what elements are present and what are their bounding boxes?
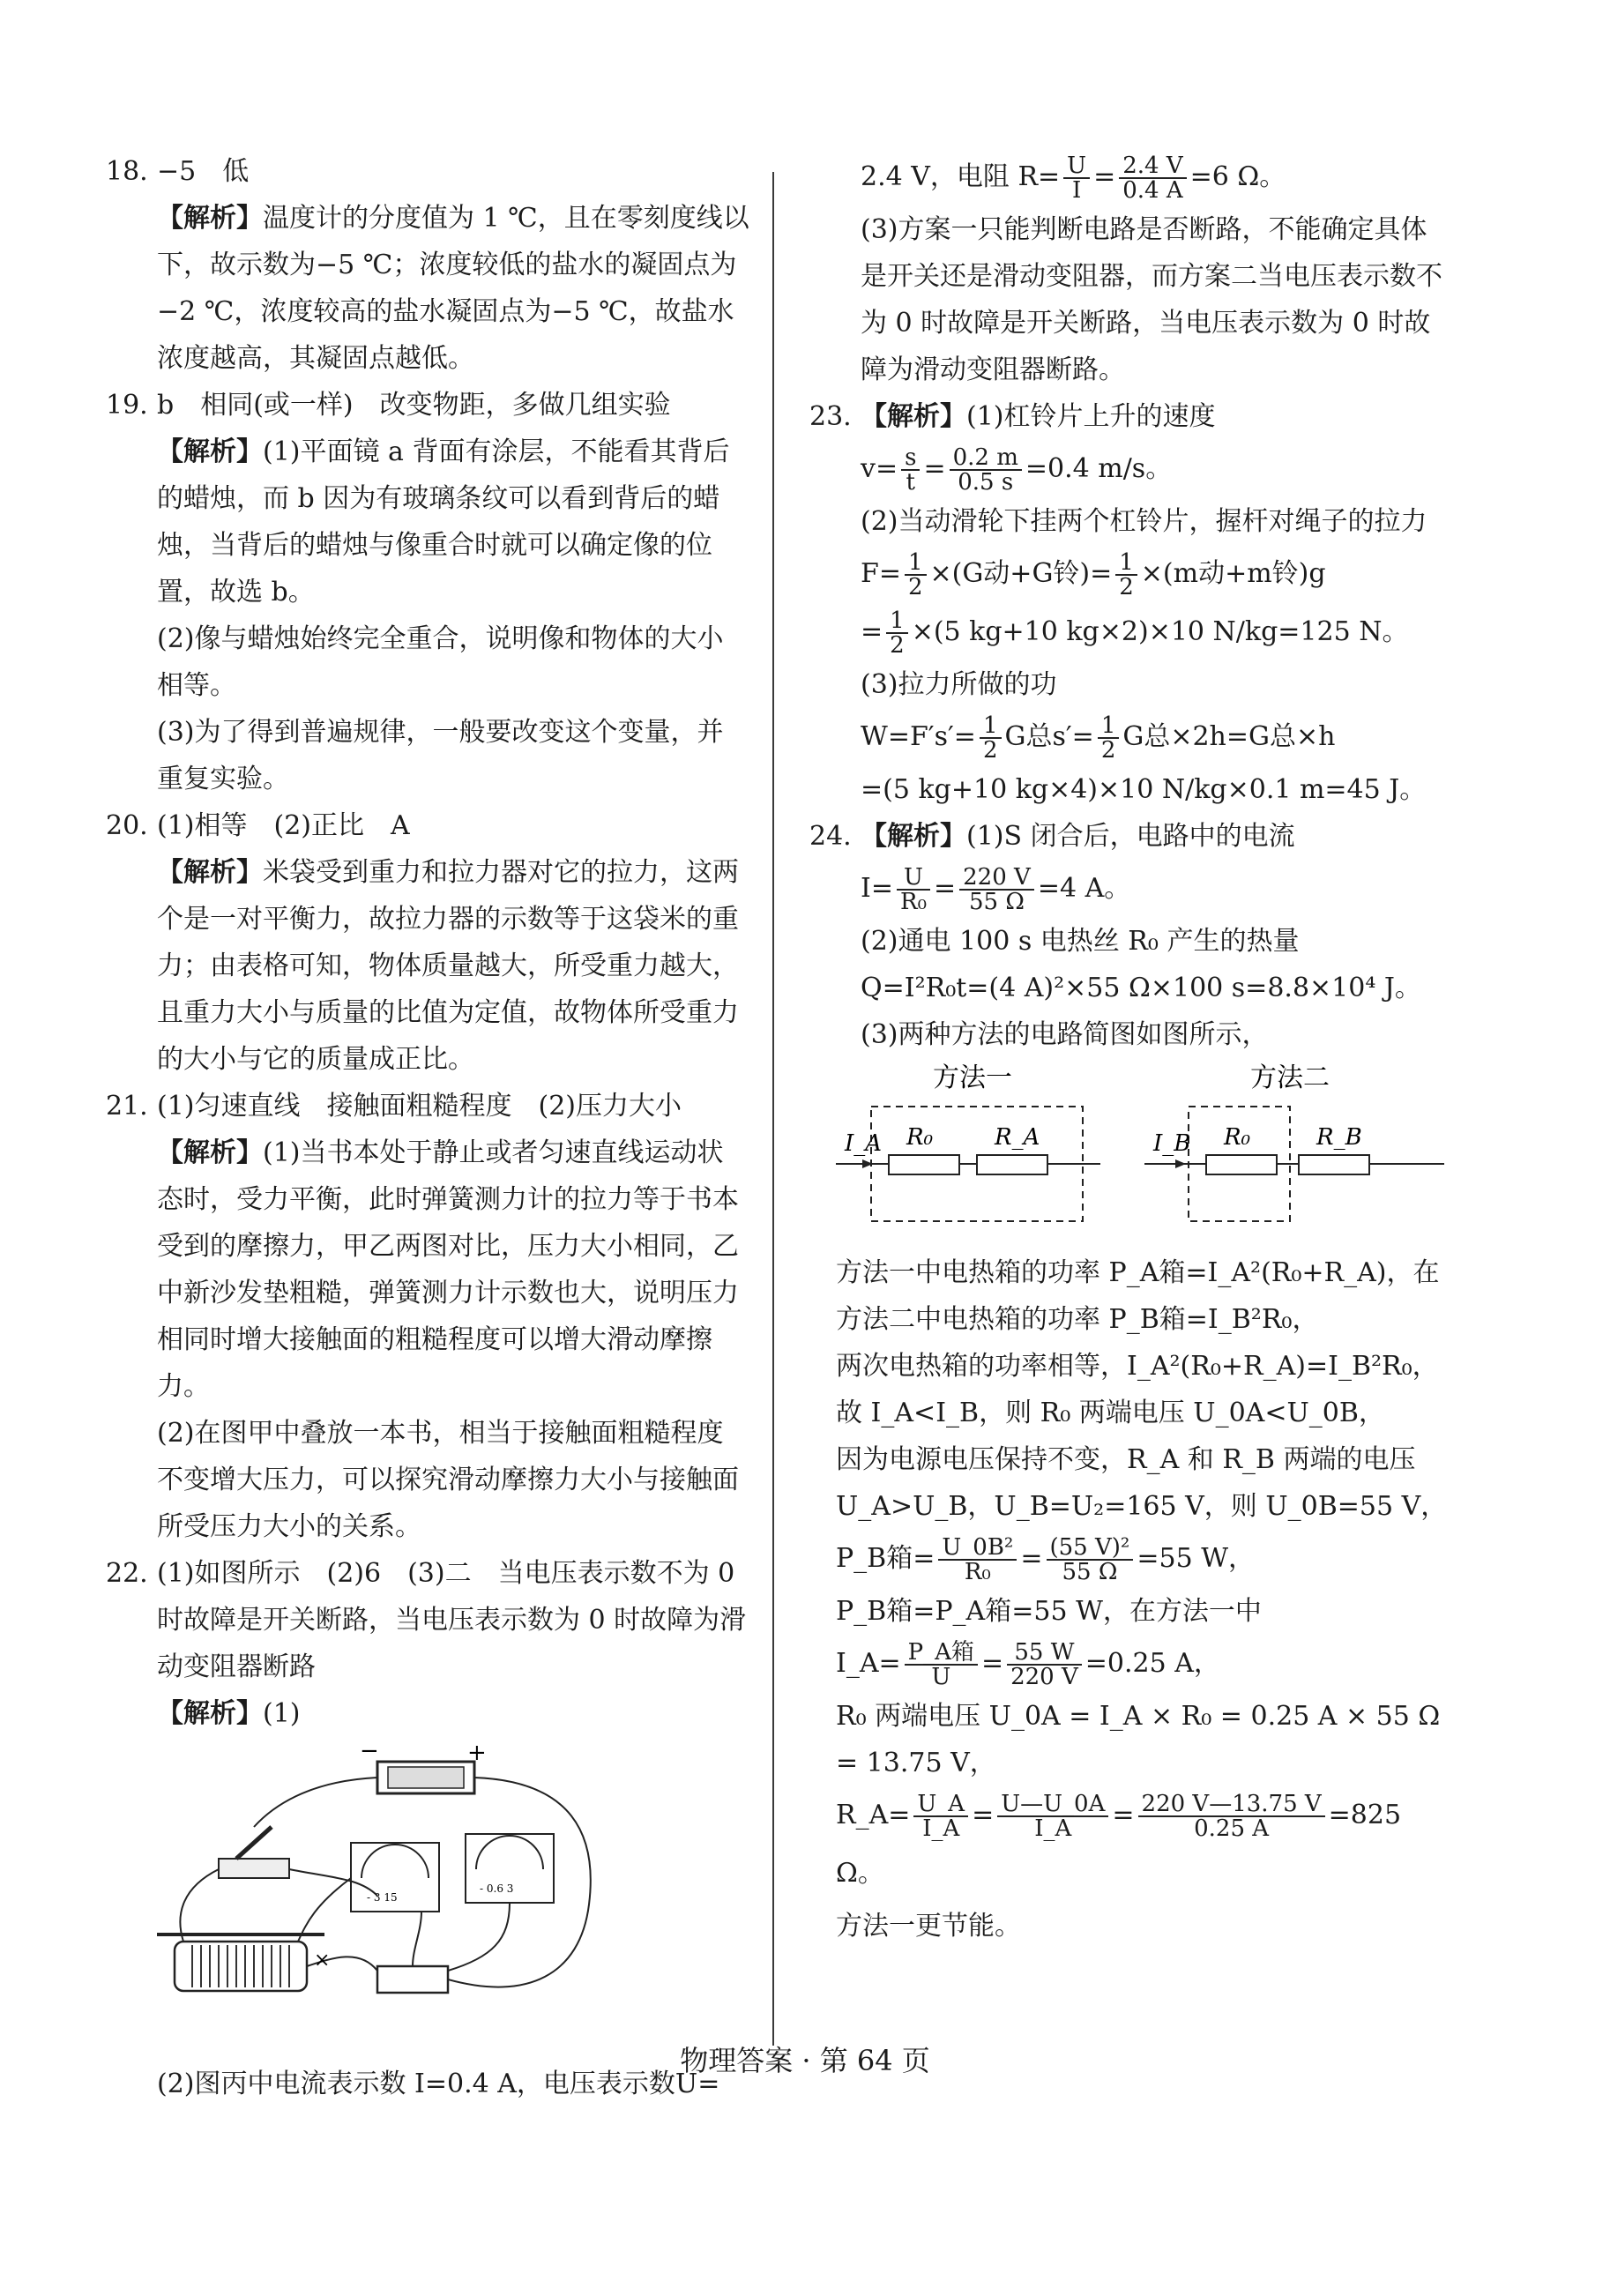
question-number: 20. [106, 810, 148, 841]
question-20 [106, 802, 749, 1083]
q22-continued-resistance: 2.4 V，电阻 R= $\frac{U}{I}$ = $\frac{2.4 V}{0.4 A}$ =6 Ω。 [861, 153, 1286, 204]
resistance-a-equation: R_A= $\frac{U\_A}{I\_A}$ = $\frac{U—U\_0A}{I\_A}$ = $\frac{220 V—13.75 V}{0.25 A}$ =825 Ω。 [836, 1791, 1402, 1889]
question-24 [809, 813, 1453, 1058]
method-2-r0: R₀ [1224, 1124, 1250, 1151]
page-footer: 物理答案 · 第 64 页 [680, 2044, 930, 2077]
question-number: 24. [809, 821, 852, 852]
question-23 [809, 393, 1453, 813]
current-a-equation: I_A= $\frac{\text{P\_A箱}}{U}$ = $\frac{55 W}{220 V}$ =0.25 A， [836, 1639, 1220, 1690]
question-number: 21. [106, 1091, 148, 1122]
method-1-title: 方法一 [933, 1062, 1012, 1093]
analysis: 【解析】(1)杠铃片上升的速度 [861, 401, 1216, 432]
work-equation: W=F′s′= $\frac{1}{2}$ G总s′= $\frac{1}{2}$ G总×2h=G总×h [861, 712, 1336, 764]
method-2-rb: R_B [1316, 1124, 1362, 1151]
analysis: 【解析】(1)S 闭合后，电路中的电流 [861, 821, 1295, 852]
question-number: 19. [106, 390, 148, 421]
analysis-part-2: (2)通电 100 s 电热丝 R₀ 产生的热量 [861, 926, 1300, 957]
analysis: 【解析】(1) [157, 1698, 301, 1729]
q22-analysis-part-3: (3)方案一只能判断电路是否断路，不能确定具体是开关还是滑动变阻器，而方案二当电压表示数不为 0 时故障是开关断路，当电压表示数为 0 时故障为滑动变阻器断路。 [861, 214, 1442, 385]
current-equation: I= $\frac{U}{\text{R₀}}$ = $\frac{220 V}{55 \Omega}$ =4 A。 [861, 864, 1131, 915]
power-comparison: 方法一中电热箱的功率 P_A箱=I_A²(R₀+R_A)，在方法二中电热箱的功率 P_B箱=I_B²R₀， [836, 1257, 1440, 1335]
power-equal-2: P_B箱=P_A箱=55 W，在方法一中 [836, 1596, 1262, 1627]
column-divider [772, 172, 774, 2046]
analysis: 【解析】(1)平面镜 a 背面有涂层，不能看其背后的蜡烛，而 b 因为有玻璃条纹可以看到背后的蜡烛，当背后的蜡烛与像重合时就可以确定像的位置，故选 b。 [157, 436, 730, 608]
answer: (1)匀速直线 接触面粗糙程度 (2)压力大小 [157, 1091, 682, 1122]
analysis: 【解析】温度计的分度值为 1 ℃，且在零刻度线以下，故示数为−5 ℃；浓度较低的盐水的凝固点为−2 ℃，浓度较高的盐水凝固点为−5 ℃，故盐水浓度越高，其凝固点越低。 [157, 203, 749, 374]
analysis-part-2: (2)图丙中电流表示数 I=0.4 A，电压表示数U= [157, 2069, 720, 2099]
method-1-current: I_A [845, 1130, 883, 1157]
answer: (1)如图所示 (2)6 (3)二 当电压表示数不为 0 时故障是开关断路，当电压表示数为 0 时故障为滑动变阻器断路 [157, 1558, 747, 1682]
question-21 [106, 1083, 749, 1550]
conclusion: 方法一更节能。 [836, 1911, 1021, 1942]
method-2-current: I_B [1153, 1130, 1191, 1157]
right-column [809, 148, 1453, 1949]
svg-text:×: × [314, 1949, 331, 1972]
left-column [106, 148, 749, 2107]
analysis: 【解析】(1)当书本处于静止或者匀速直线运动状态时，受力平衡，此时弹簧测力计的拉力等于书本受到的摩擦力，甲乙两图对比，压力大小相同，乙中新沙发垫粗糙，弹簧测力计示数也大，说明压力相同时增大接触面的粗糙程度可以增大滑动摩擦力。 [157, 1137, 739, 1402]
circuit-diagram [157, 1746, 651, 2037]
heat-equation: Q=I²R₀t=(4 A)²×55 Ω×100 s=8.8×10⁴ J。 [861, 973, 1421, 1003]
question-number: 23. [809, 401, 852, 432]
analysis-part-2: (2)当动滑轮下挂两个杠铃片，握杆对绳子的拉力 [861, 506, 1427, 537]
question-19 [106, 382, 749, 802]
analysis-part-2: (2)像与蜡烛始终完全重合，说明像和物体的大小相等。 [157, 623, 724, 701]
meter1-terminals: - 3 15 [367, 1891, 398, 1904]
current-comparison: 故 I_A<I_B，则 R₀ 两端电压 U_0A<U_0B， [836, 1398, 1385, 1428]
power-b-equation: P_B箱= $\frac{\text{U\_0B²}}{\text{R₀}}$ = $\frac{\text{(55 V)²}}{55 \Omega}$ =55 W， [836, 1534, 1256, 1585]
power-equal: 两次电热箱的功率相等，I_A²(R₀+R_A)=I_B²R₀， [836, 1351, 1439, 1382]
analysis-part-3: (3)为了得到普遍规律，一般要改变这个变量，并重复实验。 [157, 717, 724, 794]
work-result: =(5 kg+10 kg×4)×10 N/kg×0.1 m=45 J。 [861, 774, 1427, 805]
q24-analysis-continued [809, 1249, 1453, 1949]
force-result: = $\frac{1}{2}$ ×(5 kg+10 kg×2)×10 N/kg=125 N。 [861, 608, 1409, 659]
meter2-terminals: - 0.6 3 [480, 1882, 514, 1895]
question-18 [106, 148, 749, 382]
analysis-part-3: (3)拉力所做的功 [861, 669, 1057, 700]
method-2-title: 方法二 [1250, 1062, 1330, 1093]
method-circuits [836, 1058, 1453, 1234]
method-1-ra: R_A [995, 1124, 1040, 1151]
analysis-part-2: (2)在图甲中叠放一本书，相当于接触面粗糙程度不变增大压力，可以探究滑动摩擦力大小与接触面所受压力大小的关系。 [157, 1418, 739, 1542]
question-number: 22. [106, 1558, 148, 1589]
voltage-analysis: 因为电源电压保持不变，R_A 和 R_B 两端的电压 U_A>U_B，U_B=U₂=165 V，则 U_0B=55 V， [836, 1444, 1448, 1522]
answer: b 相同(或一样) 改变物距，多做几组实验 [157, 390, 671, 421]
answer: (1)相等 (2)正比 A [157, 810, 410, 841]
question-22 [106, 1550, 749, 1737]
analysis: 【解析】米袋受到重力和拉力器对它的拉力，这两个是一对平衡力，故拉力器的示数等于这袋米的重力；由表格可知，物体质量越大，所受重力越大，且重力大小与质量的比值为定值，故物体所受重力的大小与它的质量成正比。 [157, 857, 739, 1075]
battery-plus: + [467, 1746, 487, 1766]
analysis-part-3: (3)两种方法的电路简图如图所示， [861, 1019, 1269, 1050]
question-number: 18. [106, 156, 148, 187]
voltage-r0: R₀ 两端电压 U_0A = I_A × R₀ = 0.25 A × 55 Ω = 13.75 V， [836, 1701, 1441, 1778]
method-1-r0: R₀ [906, 1124, 933, 1151]
answer: −5 低 [157, 156, 250, 187]
battery-minus: − [360, 1746, 379, 1764]
force-equation: F= $\frac{1}{2}$ ×(G动+G铃)= $\frac{1}{2}$ ×(m动+m铃)g [861, 549, 1326, 600]
velocity-equation: v= $\frac{s}{t}$ = $\frac{0.2 m}{0.5 s}$ =0.4 m/s。 [861, 444, 1173, 496]
